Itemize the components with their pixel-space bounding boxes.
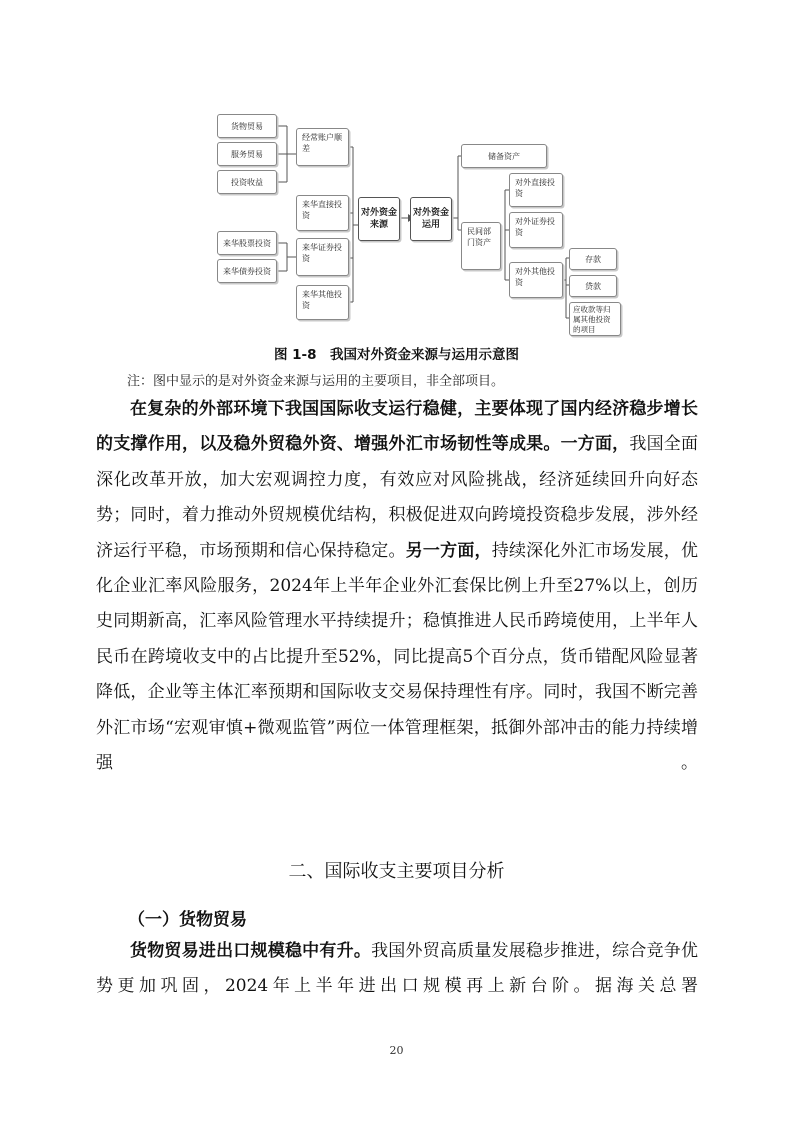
page-number: 20: [389, 1044, 404, 1057]
outbound-other-investment-box: 对外其他投资: [509, 262, 563, 298]
outbound-securities-investment-box: 对外证券投资: [509, 212, 563, 248]
reserve-assets-box: 储备资产: [461, 144, 547, 168]
current-account-surplus-box: 经常账户顺差: [296, 128, 349, 166]
goods-trade-box: 货物贸易: [217, 114, 277, 138]
inbound-securities-investment-box: 来华证券投资: [296, 238, 349, 276]
outbound-direct-investment-box: 对外直接投资: [509, 173, 563, 207]
loans-box: 贷款: [569, 275, 617, 297]
figure-caption: 图 1-8 我国对外资金来源与运用示意图: [273, 347, 520, 363]
body-paragraph-2: [96, 934, 698, 1005]
fund-flow-diagram: [0, 0, 793, 340]
paragraph-1-lead: 在复杂的外部环境下我国国际收支运行稳健，主要体现了国内经济稳步增长的支撑作用，以及稳外贸稳外资、增强外汇市场韧性等成果。: [96, 399, 698, 455]
services-trade-box: 服务贸易: [217, 142, 277, 166]
paragraph-1-label-2: 另一方面，: [405, 540, 492, 561]
receivables-other-items-box: 应收款等归属其他投资的项目: [569, 302, 621, 336]
deposits-box: 存款: [569, 248, 617, 270]
body-paragraph-1: [96, 392, 698, 781]
fund-source-node: 对外资金来源: [358, 197, 400, 241]
figure-note: 注：图中显示的是对外资金来源与运用的主要项目，非全部项目。: [127, 374, 505, 389]
subsection-heading: （一）货物贸易: [128, 910, 247, 930]
diagram-connectors: [0, 0, 793, 340]
inbound-direct-investment-box: 来华直接投资: [296, 195, 349, 231]
paragraph-1-text-2: 持续深化外汇市场发展，优化企业汇率风险服务，2024年上半年企业外汇套保比例上升至27%以上，创历史同期新高，汇率风险管理水平持续提升；稳慎推进人民币跨境使用，上半年人民币在跨境收支中的占比提升至52%，同比提高5个百分点，货币错配风险显著降低，企业等主体汇率预期和国际收支交易保持理性有序。同时，我国不断完善外汇市场“宏观审慎+微观监管”两位一体管理框架，抵御外部冲击的能力持续增强。: [96, 540, 699, 774]
section-heading: 二、国际收支主要项目分析: [288, 861, 505, 882]
investment-income-box: 投资收益: [217, 170, 277, 194]
private-sector-assets-box: 民间部门资产: [461, 222, 501, 270]
paragraph-2-text: 我国外贸高质量发展稳步推进，综合竞争优势更加巩固，2024年上半年进出口规模再上新台阶。据海关总署: [96, 941, 698, 997]
paragraph-1-text-1: 我国全面深化改革开放，加大宏观调控力度，有效应对风险挑战，经济延续回升向好态势；同时，着力推动外贸规模优结构，积极促进双向跨境投资稳步发展，涉外经济运行平稳，市场预期和信心保持稳定。: [96, 434, 699, 561]
inbound-other-investment-box: 来华其他投资: [296, 285, 349, 320]
paragraph-2-lead: 货物贸易进出口规模稳中有升。: [130, 941, 372, 961]
fund-use-node: 对外资金运用: [410, 197, 452, 241]
inbound-bond-investment-box: 来华债券投资: [217, 259, 277, 283]
inbound-equity-investment-box: 来华股票投资: [217, 231, 277, 255]
paragraph-1-label-1: 一方面，: [560, 434, 630, 455]
